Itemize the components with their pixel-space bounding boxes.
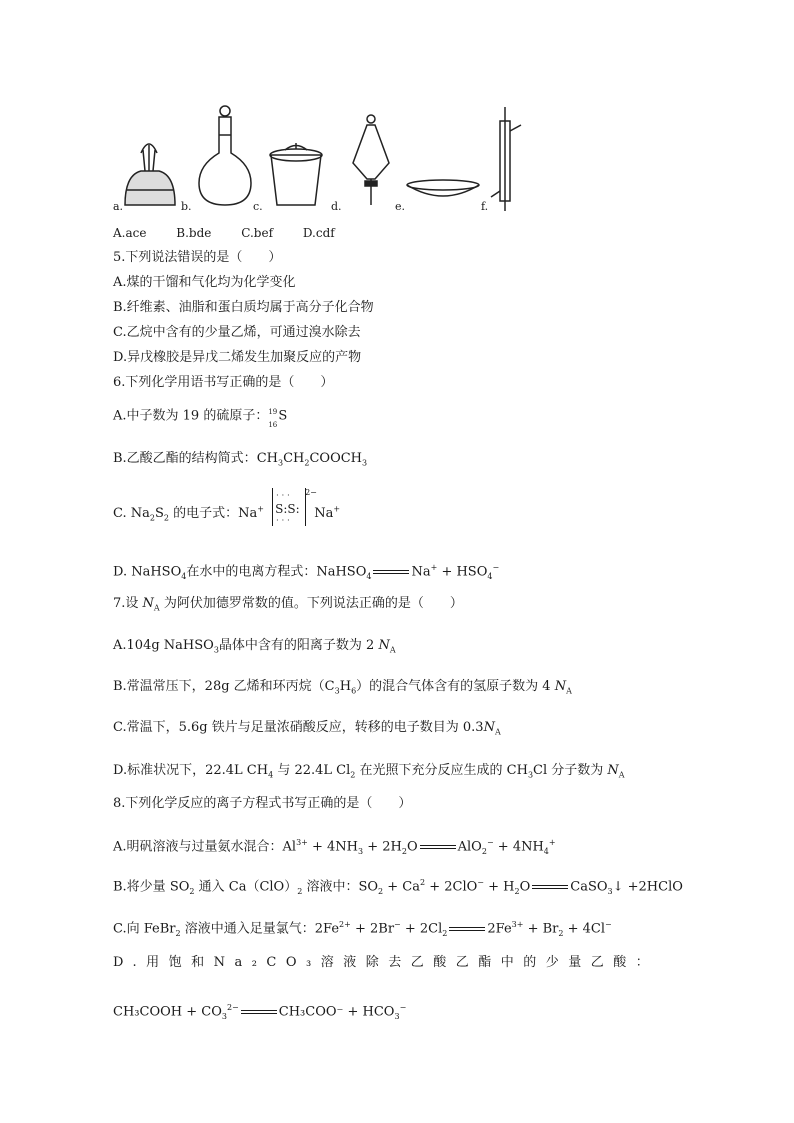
q6-option-c: C. $Na_2S_2$ 的电子式：Na+ ··· S:S: ··· 2− Na+: [113, 501, 340, 527]
q7-b-mid: ）的混合气体含有的氢原子数为 4: [356, 679, 551, 694]
q4-option-a: A.ace: [113, 226, 147, 240]
q5-option-b: B.纤维素、油脂和蛋白质均属于高分子化合物: [113, 300, 374, 315]
nuclide-notation: [268, 408, 278, 429]
q7-stem-end: 为阿伏加德罗常数的值。下列说法正确的是（ ）: [163, 596, 463, 611]
electron-dot-structure: [268, 488, 317, 525]
evaporating-dish-icon: [407, 180, 479, 196]
apparatus-label-b: b.: [181, 200, 192, 213]
q8-option-d-equation: CH₃COOH + $CO_3^{2-}$ $CH_3COO^- + HCO_3^-$: [113, 1003, 407, 1021]
condenser-icon: [491, 107, 521, 211]
q7-a-pre: A.104g NaHSO: [113, 638, 214, 653]
apparatus-label-d: d.: [331, 200, 342, 213]
atomic-number: 16: [268, 421, 278, 429]
q5-option-a: A.煤的干馏和气化均为化学变化: [113, 275, 296, 290]
q4-option-d: D.cdf: [302, 226, 335, 240]
charge-label: 2−: [305, 488, 317, 497]
q8-c-mid: 溶液中通入足量氯气：2Fe: [184, 921, 340, 937]
q8-b-mid2: 溶液中：SO: [306, 879, 379, 895]
q6-option-b: B.乙酸乙酯的结构简式：$CH_3CH_2COOCH_3$: [113, 451, 368, 468]
disulfide-symbol: S:S:: [275, 502, 300, 516]
crucible-icon: [270, 143, 322, 205]
apparatus-label-a: a.: [113, 200, 124, 213]
q7-d-end: Cl 分子数为: [533, 763, 604, 778]
equals-sign: [532, 885, 568, 889]
q4-options: [113, 226, 361, 240]
q8-stem: 8.下列化学反应的离子方程式书写正确的是（ ）: [113, 796, 412, 811]
apparatus-label-e: e.: [395, 200, 406, 213]
q5-option-d: D.异戊橡胶是异戊二烯发生加聚反应的产物: [113, 350, 362, 365]
q7-c-pre: C.常温下，5.6g 铁片与足量浓硝酸反应，转移的电子数目为 0.3: [113, 720, 484, 735]
q7-stem: 7.设 $N_A$ 为阿伏加德罗常数的值。下列说法正确的是（ ）: [113, 596, 463, 613]
q7-option-c: C.常温下，5.6g 铁片与足量浓硝酸反应，转移的电子数目为 $0.3N_A$: [113, 720, 501, 737]
q8-d-eq-left: CH₃COOH + CO: [113, 1004, 222, 1020]
q7-a-mid: 晶体中含有的阳离子数为 2: [218, 638, 375, 653]
q6-d-mid: 在水中的电离方程式：NaHSO: [186, 564, 367, 580]
q7-d-mid: 与 22.4L Cl: [277, 763, 351, 778]
q6-stem: 6.下列化学用语书写正确的是（ ）: [113, 375, 334, 390]
q7-option-b: B.常温常压下，28g 乙烯和环丙烷$(C_3H_6)$的混合气体含有的氢原子数为 4 $N_A$: [113, 679, 572, 696]
q8-c-pre: C.向 FeBr: [113, 921, 176, 937]
q8-option-c: C.向 FeBr$_2$ 溶液中通入足量氯气：$2Fe^{2+} + 2Br^- + 2Cl_2$ $2Fe^{3+} + Br_2 + 4Cl^-$: [113, 920, 612, 938]
q4-option-c: C.bef: [241, 226, 274, 240]
q6-a-text: A.中子数为 19 的硫原子：: [113, 408, 269, 424]
apparatus-drawings: [113, 105, 533, 215]
q8-d-eq-right: CH₃COO⁻ + HCO: [278, 1004, 395, 1020]
equals-sign: [241, 1010, 277, 1014]
q8-b-mid: 通入 Ca（ClO）: [198, 879, 298, 895]
top-dots: ···: [276, 491, 293, 500]
q8-b-pre: B.将少量 SO: [113, 879, 190, 895]
equals-sign: [373, 570, 409, 574]
q6-c-mid: 的电子式：Na: [173, 506, 258, 521]
q8-option-a: A.明矾溶液与过量氨水混合：$Al^{3+} + 4NH_3 + 2H_2O$ $AlO_2^- + 4NH_4^+$: [113, 838, 556, 856]
element-symbol: S: [278, 408, 288, 424]
q6-option-a: [113, 408, 288, 429]
q6-d-text: D. NaHSO: [113, 564, 182, 580]
q4-option-b: B.bde: [176, 226, 212, 240]
apparatus-label-c: c.: [253, 200, 263, 213]
q5-option-c: C.乙烷中含有的少量乙烯，可通过溴水除去: [113, 325, 361, 340]
apparatus-label-f: f.: [481, 200, 489, 213]
alcohol-lamp-icon: [125, 144, 175, 205]
q5-stem: 5.下列说法错误的是（ ）: [113, 250, 282, 265]
q7-d-mid2: 在光照下充分反应生成的 CH: [359, 763, 528, 778]
apparatus-row: [113, 105, 533, 215]
q6-c-text: C. Na: [113, 506, 150, 521]
equals-sign: [449, 927, 485, 931]
volumetric-flask-icon: [199, 106, 251, 205]
q6-b-text: B.乙酸乙酯的结构简式：: [113, 451, 257, 466]
bottom-dots: ···: [276, 516, 293, 525]
q7-option-a: A.104g NaHSO$_3$晶体中含有的阳离子数为 2 $N_A$: [113, 638, 396, 655]
q8-a-pre: A.明矾溶液与过量氨水混合：Al: [113, 839, 297, 855]
q8-option-b: B.将少量 $SO_2$ 通入 $Ca(ClO)_2$ 溶液中：$SO_2 + Ca^2 + 2ClO^- + H_2O$ CaSO$_3$↓ +2HClO: [113, 878, 683, 896]
separatory-funnel-icon: [353, 115, 389, 205]
mass-number: 19: [268, 408, 278, 416]
q7-stem-start: 7.设: [113, 596, 139, 611]
q6-option-d: D. NaHSO$_4$在水中的电离方程式：NaHSO$_4$ $Na^+ + HSO_4^-$: [113, 563, 500, 581]
q7-d-pre: D.标准状况下，22.4L CH: [113, 763, 269, 778]
q7-b-pre: B.常温常压下，28g 乙烯和环丙烷（C: [113, 679, 335, 694]
q7-option-d: D.标准状况下，22.4L $CH_4$ 与 22.4L $Cl_2$ 在光照下充分反应生成的 $CH_3Cl$ 分子数为 $N_A$: [113, 763, 625, 780]
q8-option-d: D.用饱和Na₂CO₃溶液除去乙酸乙酯中的少量乙酸：: [113, 955, 659, 970]
equals-sign: [420, 845, 456, 849]
